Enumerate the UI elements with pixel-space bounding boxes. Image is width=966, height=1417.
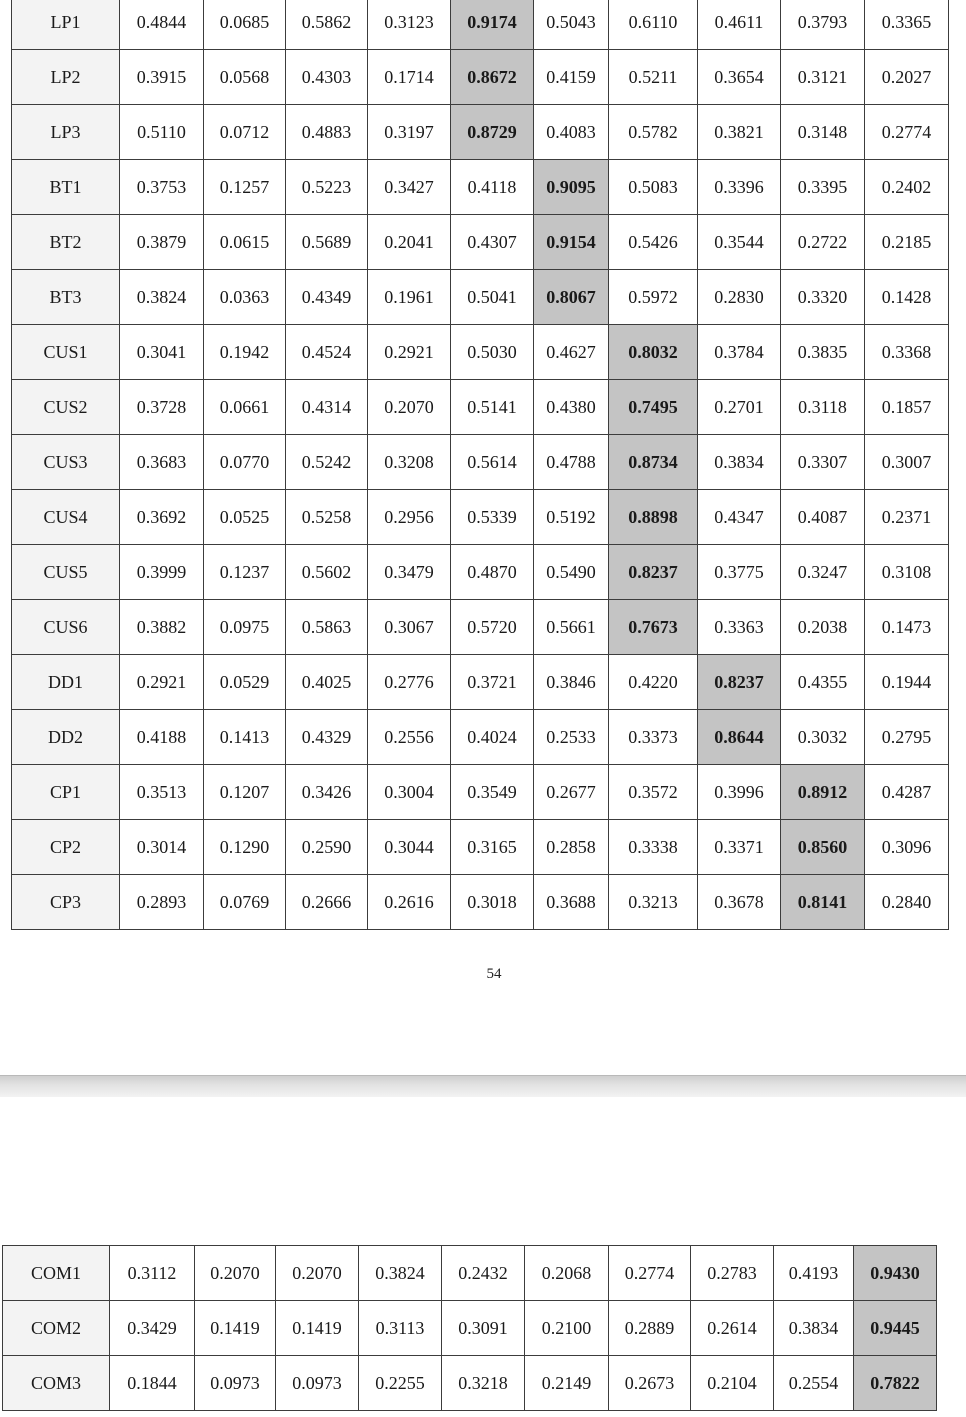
table-cell: 0.3363 <box>698 600 781 655</box>
highlighted-cell: 0.9154 <box>534 215 609 270</box>
table-cell: 0.3165 <box>451 820 534 875</box>
table-cell: 0.2774 <box>865 105 949 160</box>
highlighted-cell: 0.7822 <box>854 1356 937 1411</box>
table-cell: 0.1844 <box>110 1356 195 1411</box>
table-cell: 0.3915 <box>120 50 204 105</box>
table-cell: 0.2104 <box>691 1356 774 1411</box>
table-cell: 0.3824 <box>359 1246 442 1301</box>
table-cell: 0.5041 <box>451 270 534 325</box>
table-cell: 0.2149 <box>525 1356 609 1411</box>
table-row <box>12 820 949 875</box>
table-cell: 0.3544 <box>698 215 781 270</box>
highlighted-cell: 0.8237 <box>698 655 781 710</box>
table-cell: 0.3999 <box>120 545 204 600</box>
table-cell: 0.5043 <box>534 0 609 50</box>
highlighted-cell: 0.9095 <box>534 160 609 215</box>
row-label: BT3 <box>12 270 120 325</box>
table-cell: 0.1413 <box>204 710 286 765</box>
table-cell: 0.2041 <box>368 215 451 270</box>
table-cell: 0.3879 <box>120 215 204 270</box>
table-cell: 0.3395 <box>781 160 865 215</box>
table-cell: 0.3118 <box>781 380 865 435</box>
table-cell: 0.4788 <box>534 435 609 490</box>
highlighted-cell: 0.8644 <box>698 710 781 765</box>
table-cell: 0.4870 <box>451 545 534 600</box>
table-cell: 0.3368 <box>865 325 949 380</box>
row-label: CP3 <box>12 875 120 930</box>
table-cell: 0.4883 <box>286 105 368 160</box>
table-cell: 0.4193 <box>774 1246 854 1301</box>
table-row <box>12 875 949 930</box>
table-cell: 0.3044 <box>368 820 451 875</box>
table-cell: 0.5972 <box>609 270 698 325</box>
table-cell: 0.0770 <box>204 435 286 490</box>
row-label: COM3 <box>3 1356 110 1411</box>
table-cell: 0.3007 <box>865 435 949 490</box>
table-cell: 0.3821 <box>698 105 781 160</box>
table-cell: 0.2068 <box>525 1246 609 1301</box>
table-cell: 0.3041 <box>120 325 204 380</box>
table-cell: 0.1714 <box>368 50 451 105</box>
table-row <box>12 270 949 325</box>
table-cell: 0.3091 <box>442 1301 525 1356</box>
table-cell: 0.4220 <box>609 655 698 710</box>
highlighted-cell: 0.8729 <box>451 105 534 160</box>
table-cell: 0.3882 <box>120 600 204 655</box>
table-cell: 0.1473 <box>865 600 949 655</box>
table-cell: 0.0685 <box>204 0 286 50</box>
table-cell: 0.1237 <box>204 545 286 600</box>
highlighted-cell: 0.8067 <box>534 270 609 325</box>
table-cell: 0.4347 <box>698 490 781 545</box>
table-cell: 0.3479 <box>368 545 451 600</box>
table-cell: 0.5083 <box>609 160 698 215</box>
table-cell: 0.5862 <box>286 0 368 50</box>
table-cell: 0.2722 <box>781 215 865 270</box>
table-cell: 0.3396 <box>698 160 781 215</box>
table-cell: 0.2893 <box>120 875 204 930</box>
row-label: CP1 <box>12 765 120 820</box>
table-cell: 0.3213 <box>609 875 698 930</box>
table-row <box>12 50 949 105</box>
discriminant-validity-table-part-1 <box>11 0 949 930</box>
page-55 <box>0 1097 966 1417</box>
table-cell: 0.1419 <box>195 1301 276 1356</box>
table-cell: 0.4087 <box>781 490 865 545</box>
table-cell: 0.3067 <box>368 600 451 655</box>
table-cell: 0.2673 <box>609 1356 691 1411</box>
table-cell: 0.3678 <box>698 875 781 930</box>
table-row <box>12 765 949 820</box>
table-row <box>12 105 949 160</box>
table-cell: 0.1944 <box>865 655 949 710</box>
row-label: CUS4 <box>12 490 120 545</box>
row-label: CUS5 <box>12 545 120 600</box>
table-cell: 0.5211 <box>609 50 698 105</box>
table-cell: 0.3032 <box>781 710 865 765</box>
table-cell: 0.2830 <box>698 270 781 325</box>
table-cell: 0.3371 <box>698 820 781 875</box>
table-cell: 0.5689 <box>286 215 368 270</box>
table-cell: 0.3112 <box>110 1246 195 1301</box>
table-cell: 0.3365 <box>865 0 949 50</box>
table-cell: 0.3338 <box>609 820 698 875</box>
table-cell: 0.3728 <box>120 380 204 435</box>
table-cell: 0.3721 <box>451 655 534 710</box>
table-cell: 0.3775 <box>698 545 781 600</box>
highlighted-cell: 0.7673 <box>609 600 698 655</box>
table-cell: 0.3834 <box>774 1301 854 1356</box>
table-cell: 0.2614 <box>691 1301 774 1356</box>
row-label: CUS2 <box>12 380 120 435</box>
table-row <box>12 490 949 545</box>
table-row <box>12 160 949 215</box>
row-label: LP2 <box>12 50 120 105</box>
table-cell: 0.5141 <box>451 380 534 435</box>
table-cell: 0.2677 <box>534 765 609 820</box>
table-cell: 0.3123 <box>368 0 451 50</box>
table-cell: 0.2100 <box>525 1301 609 1356</box>
table-cell: 0.3218 <box>442 1356 525 1411</box>
page-separator <box>0 1075 966 1098</box>
table-cell: 0.2956 <box>368 490 451 545</box>
table-cell: 0.4188 <box>120 710 204 765</box>
table-cell: 0.4524 <box>286 325 368 380</box>
table-cell: 0.4380 <box>534 380 609 435</box>
table-cell: 0.2889 <box>609 1301 691 1356</box>
table-cell: 0.2783 <box>691 1246 774 1301</box>
table-cell: 0.3549 <box>451 765 534 820</box>
table-row <box>12 380 949 435</box>
table-row <box>12 435 949 490</box>
table-cell: 0.4314 <box>286 380 368 435</box>
row-label: LP3 <box>12 105 120 160</box>
table-cell: 0.2776 <box>368 655 451 710</box>
table-cell: 0.0975 <box>204 600 286 655</box>
table-cell: 0.5242 <box>286 435 368 490</box>
table-cell: 0.6110 <box>609 0 698 50</box>
table-cell: 0.1961 <box>368 270 451 325</box>
table-cell: 0.4303 <box>286 50 368 105</box>
table-cell: 0.1290 <box>204 820 286 875</box>
table-cell: 0.3096 <box>865 820 949 875</box>
table-cell: 0.2774 <box>609 1246 691 1301</box>
table-cell: 0.1428 <box>865 270 949 325</box>
table-cell: 0.2533 <box>534 710 609 765</box>
table-cell: 0.4025 <box>286 655 368 710</box>
table-cell: 0.3688 <box>534 875 609 930</box>
table-cell: 0.5110 <box>120 105 204 160</box>
table-row <box>12 215 949 270</box>
highlighted-cell: 0.8672 <box>451 50 534 105</box>
table-cell: 0.0615 <box>204 215 286 270</box>
table-cell: 0.4844 <box>120 0 204 50</box>
table-cell: 0.5490 <box>534 545 609 600</box>
table-cell: 0.4159 <box>534 50 609 105</box>
table-cell: 0.2402 <box>865 160 949 215</box>
highlighted-cell: 0.8237 <box>609 545 698 600</box>
table-cell: 0.3148 <box>781 105 865 160</box>
table-cell: 0.2070 <box>368 380 451 435</box>
table-cell: 0.2858 <box>534 820 609 875</box>
highlighted-cell: 0.9174 <box>451 0 534 50</box>
highlighted-cell: 0.8560 <box>781 820 865 875</box>
table-cell: 0.3692 <box>120 490 204 545</box>
table-cell: 0.3373 <box>609 710 698 765</box>
table-cell: 0.4118 <box>451 160 534 215</box>
row-label: LP1 <box>12 0 120 50</box>
discriminant-validity-table-part-2 <box>2 1245 937 1411</box>
table-cell: 0.0525 <box>204 490 286 545</box>
highlighted-cell: 0.9430 <box>854 1246 937 1301</box>
table-cell: 0.4329 <box>286 710 368 765</box>
table-cell: 0.3208 <box>368 435 451 490</box>
table-cell: 0.5720 <box>451 600 534 655</box>
highlighted-cell: 0.8032 <box>609 325 698 380</box>
table-cell: 0.2185 <box>865 215 949 270</box>
table-cell: 0.5602 <box>286 545 368 600</box>
row-label: BT2 <box>12 215 120 270</box>
table-row <box>3 1301 937 1356</box>
table-cell: 0.3197 <box>368 105 451 160</box>
table-cell: 0.1419 <box>276 1301 359 1356</box>
table-cell: 0.2556 <box>368 710 451 765</box>
table-cell: 0.3784 <box>698 325 781 380</box>
table-cell: 0.2038 <box>781 600 865 655</box>
table-cell: 0.3654 <box>698 50 781 105</box>
row-label: COM2 <box>3 1301 110 1356</box>
row-label: CUS3 <box>12 435 120 490</box>
table-cell: 0.3824 <box>120 270 204 325</box>
highlighted-cell: 0.8734 <box>609 435 698 490</box>
table-cell: 0.3429 <box>110 1301 195 1356</box>
table-cell: 0.2616 <box>368 875 451 930</box>
table-cell: 0.4627 <box>534 325 609 380</box>
table-cell: 0.5339 <box>451 490 534 545</box>
table-cell: 0.2666 <box>286 875 368 930</box>
table-cell: 0.0973 <box>195 1356 276 1411</box>
highlighted-cell: 0.9445 <box>854 1301 937 1356</box>
table-cell: 0.3113 <box>359 1301 442 1356</box>
table-cell: 0.4307 <box>451 215 534 270</box>
table-cell: 0.4287 <box>865 765 949 820</box>
table-cell: 0.4024 <box>451 710 534 765</box>
table-cell: 0.3846 <box>534 655 609 710</box>
table-cell: 0.0661 <box>204 380 286 435</box>
table-cell: 0.2921 <box>120 655 204 710</box>
table-cell: 0.5782 <box>609 105 698 160</box>
table-cell: 0.3427 <box>368 160 451 215</box>
table-cell: 0.3004 <box>368 765 451 820</box>
row-label: COM1 <box>3 1246 110 1301</box>
table-cell: 0.0712 <box>204 105 286 160</box>
table-cell: 0.3834 <box>698 435 781 490</box>
table-row <box>12 545 949 600</box>
row-label: BT1 <box>12 160 120 215</box>
table-cell: 0.3683 <box>120 435 204 490</box>
table-cell: 0.3247 <box>781 545 865 600</box>
table-row <box>12 0 949 50</box>
table-cell: 0.5614 <box>451 435 534 490</box>
table-cell: 0.2432 <box>442 1246 525 1301</box>
table-cell: 0.3320 <box>781 270 865 325</box>
table-cell: 0.5661 <box>534 600 609 655</box>
table-cell: 0.3018 <box>451 875 534 930</box>
table-row <box>12 655 949 710</box>
table-cell: 0.3121 <box>781 50 865 105</box>
table-cell: 0.1257 <box>204 160 286 215</box>
page-number: 54 <box>486 966 502 982</box>
highlighted-cell: 0.7495 <box>609 380 698 435</box>
table-cell: 0.2027 <box>865 50 949 105</box>
table-row <box>3 1246 937 1301</box>
table-cell: 0.2921 <box>368 325 451 380</box>
table-row <box>12 600 949 655</box>
table-row <box>12 710 949 765</box>
table-cell: 0.2795 <box>865 710 949 765</box>
table-cell: 0.3513 <box>120 765 204 820</box>
table-cell: 0.3307 <box>781 435 865 490</box>
table-cell: 0.3835 <box>781 325 865 380</box>
table-cell: 0.3996 <box>698 765 781 820</box>
row-label: CUS1 <box>12 325 120 380</box>
table-cell: 0.1207 <box>204 765 286 820</box>
table-cell: 0.0529 <box>204 655 286 710</box>
row-label: CP2 <box>12 820 120 875</box>
row-label: DD1 <box>12 655 120 710</box>
table-cell: 0.5258 <box>286 490 368 545</box>
row-label: CUS6 <box>12 600 120 655</box>
table-cell: 0.3572 <box>609 765 698 820</box>
table-row <box>3 1356 937 1411</box>
table-cell: 0.3014 <box>120 820 204 875</box>
table-cell: 0.2554 <box>774 1356 854 1411</box>
table-cell: 0.5426 <box>609 215 698 270</box>
table-row <box>12 325 949 380</box>
table-cell: 0.3753 <box>120 160 204 215</box>
table-cell: 0.0973 <box>276 1356 359 1411</box>
table-cell: 0.3108 <box>865 545 949 600</box>
table-cell: 0.2590 <box>286 820 368 875</box>
table-cell: 0.4349 <box>286 270 368 325</box>
table-cell: 0.1857 <box>865 380 949 435</box>
table-cell: 0.0363 <box>204 270 286 325</box>
table-cell: 0.2701 <box>698 380 781 435</box>
table-cell: 0.5863 <box>286 600 368 655</box>
table-cell: 0.0769 <box>204 875 286 930</box>
row-label: DD2 <box>12 710 120 765</box>
table-cell: 0.3793 <box>781 0 865 50</box>
table-cell: 0.4083 <box>534 105 609 160</box>
table-cell: 0.2840 <box>865 875 949 930</box>
table-cell: 0.5192 <box>534 490 609 545</box>
table-cell: 0.2070 <box>276 1246 359 1301</box>
table-cell: 0.2070 <box>195 1246 276 1301</box>
table-cell: 0.4611 <box>698 0 781 50</box>
table-cell: 0.5030 <box>451 325 534 380</box>
table-cell: 0.4355 <box>781 655 865 710</box>
table-cell: 0.0568 <box>204 50 286 105</box>
highlighted-cell: 0.8141 <box>781 875 865 930</box>
table-cell: 0.2371 <box>865 490 949 545</box>
highlighted-cell: 0.8912 <box>781 765 865 820</box>
table-cell: 0.2255 <box>359 1356 442 1411</box>
table-cell: 0.1942 <box>204 325 286 380</box>
table-cell: 0.3426 <box>286 765 368 820</box>
table-cell: 0.5223 <box>286 160 368 215</box>
highlighted-cell: 0.8898 <box>609 490 698 545</box>
